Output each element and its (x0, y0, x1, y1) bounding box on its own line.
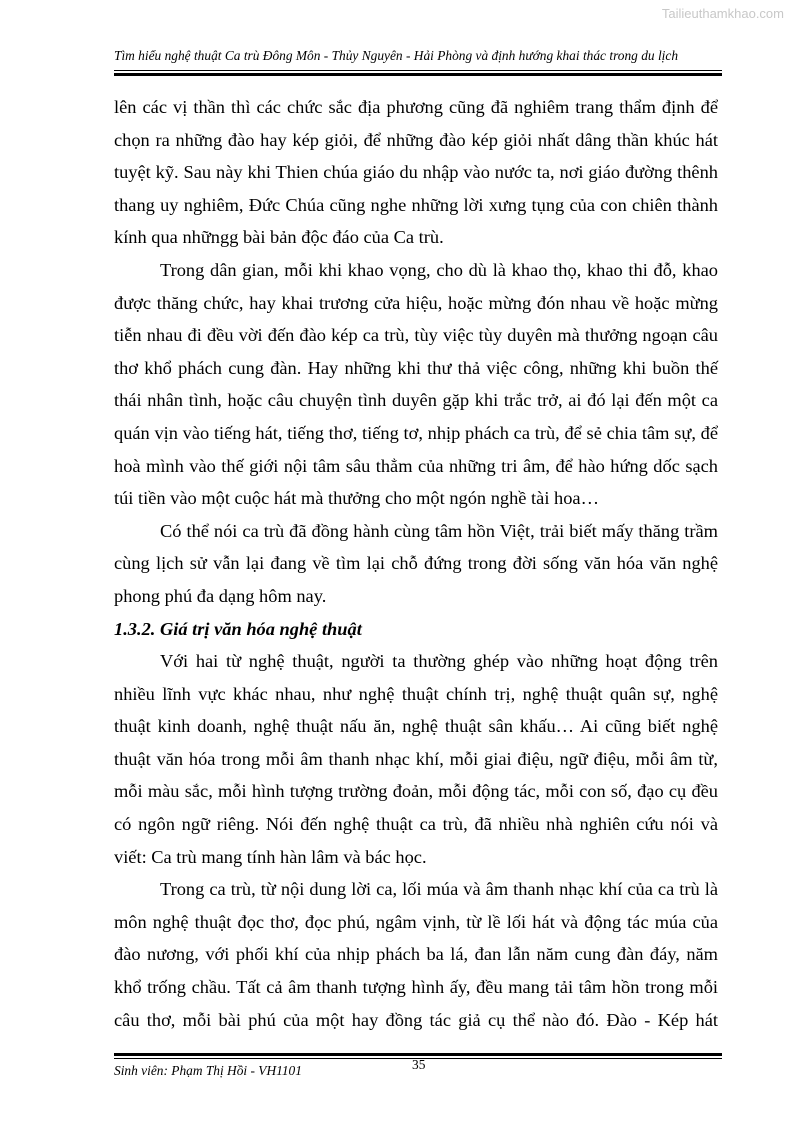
page-number: 35 (412, 1057, 426, 1072)
page-body (114, 91, 718, 1036)
paragraph: Có thể nói ca trù đã đồng hành cùng tâm hồn Việt, trải biết mấy thăng trầm cùng lịch sử vẫn lại đang về tìm lại chỗ đứng trong đời sống văn hóa văn nghệ phong phú đa dạng hôm nay. (114, 520, 718, 606)
paragraph: Trong dân gian, mỗi khi khao vọng, cho dù là khao thọ, khao thi đỗ, khao được thăng chức, hay khai trương cửa hiệu, hoặc mừng đón nhau về hoặc mừng tiễn nhau đi đều vời đến đào kép ca trù, tùy việc tùy duyên mà thưởng ngoạn câu thơ khổ phách cung đàn. Hay những khi thư thả việc công, những khi buồn thế thái nhân tình, hoặc câu chuyện tình duyên gặp khi trắc trở, ai đó lại đến một ca quán vịn vào tiếng hát, tiếng thơ, tiếng tơ, nhịp phách ca trù, để sẻ chia tâm sự, để hoà mình vào thế giới nội tâm sâu thẳm của những tri âm, để hào hứng dốc sạch túi tiền vào một cuộc hát mà thưởng cho một ngón nghề tài hoa… (114, 259, 718, 509)
paragraph: Trong ca trù, từ nội dung lời ca, lối múa và âm thanh nhạc khí của ca trù là môn nghệ thuật đọc thơ, đọc phú, ngâm vịnh, từ lề lối hát và động tác múa của đào nương, với phối khí của nhịp phách ba lá, đan lẫn năm cung đàn đáy, năm khổ trống chầu. Tất cả âm thanh tượng hình ấy, đều mang tải tâm hồn trong mỗi câu thơ, mỗi bài phú của một hay đồng tác giả cụ thể nào đó. Đào - Kép hát (114, 879, 718, 1030)
section-heading: 1.3.2. Giá trị văn hóa nghệ thuật (114, 618, 362, 639)
paragraph: Với hai từ nghệ thuật, người ta thường ghép vào những hoạt động trên nhiều lĩnh vực khác nhau, như nghệ thuật chính trị, nghệ thuật quân sự, nghệ thuật kinh doanh, nghệ thuật nấu ăn, nghệ thuật sân khấu… Ai cũng biết nghệ thuật văn hóa trong mỗi âm thanh nhạc khí, mỗi giai điệu, ngữ điệu, mỗi âm từ, mỗi màu sắc, mỗi hình tượng trường đoản, mỗi động tác, mỗi con số, đạo cụ đều có ngôn ngữ riêng. Nói đến nghệ thuật ca trù, đã nhiều nhà nghiên cứu nói và viết: Ca trù mang tính hàn lâm và bác học. (114, 651, 718, 867)
running-header: Tìm hiểu nghệ thuật Ca trù Đông Môn - Thủy Nguyên - Hải Phòng và định hướng khai thác trong du lịch (114, 48, 679, 63)
footer-rule-thick (114, 1053, 722, 1056)
header-rule-thin (114, 70, 722, 71)
footer-student-name: Sinh viên: Phạm Thị Hồi - VH1101 (114, 1063, 302, 1078)
watermark-text: Tailieuthamkhao.com (661, 6, 784, 21)
header-rule-thick (114, 73, 722, 76)
paragraph-continued: lên các vị thần thì các chức sắc địa phương cũng đã nghiêm trang thẩm định để chọn ra những đào hay kép giỏi, để những đào kép giỏi nhất dâng thần khúc hát tuyệt kỹ. Sau này khi Thien chúa giáo du nhập vào nước ta, nơi giáo đường thênh thang uy nghiêm, Đức Chúa cũng nghe những lời xưng tụng của con chiên thành kính qua nhữngg bài bản độc đáo của Ca trù. (114, 97, 718, 248)
